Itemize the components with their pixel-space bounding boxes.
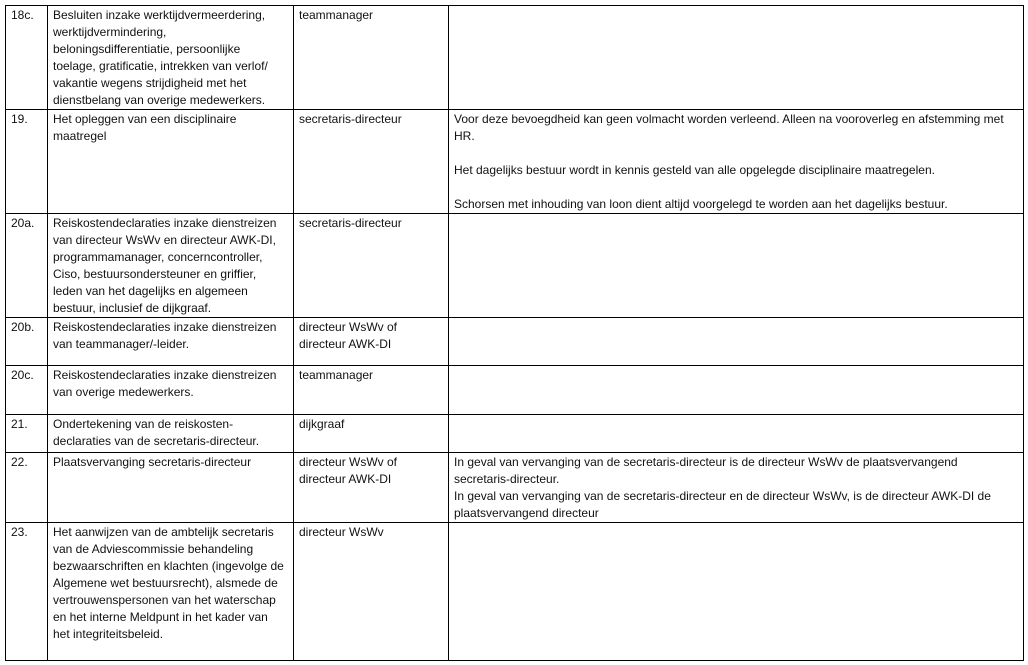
- row-notes: Voor deze bevoegdheid kan geen volmacht worden verleend. Alleen na vooroverleg en afstemming met HR. Het dagelijks bestuur wordt in kennis gesteld van alle opgelegde disciplinaire maatregelen. Schorsen met inhouding van loon dient altijd voorgelegd te worden aan het dagelijks bestuur.: [449, 110, 1024, 214]
- row-number: 21.: [6, 415, 48, 453]
- table-row: [6, 318, 1024, 366]
- row-number: 20a.: [6, 214, 48, 318]
- row-notes: [449, 366, 1024, 415]
- table-row: [6, 415, 1024, 453]
- row-description: Reiskostendeclaraties inzake dienstreizen van directeur WsWv en directeur AWK-DI, programmamanager, concerncontroller, Ciso, bestuursondersteuner en griffier, leden van het dagelijks en algemeen bestuur, inclusief de dijkgraaf.: [48, 214, 294, 318]
- row-description: Het opleggen van een disciplinaire maatregel: [48, 110, 294, 214]
- row-authority: dijkgraaf: [294, 415, 449, 453]
- row-authority: teammanager: [294, 366, 449, 415]
- row-authority: secretaris-directeur: [294, 110, 449, 214]
- row-notes: [449, 6, 1024, 110]
- table-row: [6, 366, 1024, 415]
- row-authority: teammanager: [294, 6, 449, 110]
- table-row: [6, 523, 1024, 661]
- table-row: [6, 110, 1024, 214]
- row-number: 19.: [6, 110, 48, 214]
- row-notes: In geval van vervanging van de secretaris-directeur is de directeur WsWv de plaatsvervangend secretaris-directeur. In geval van vervanging van de secretaris-directeur en de directeur WsWv, is de directeur AWK-DI de plaatsvervangend directeur: [449, 453, 1024, 523]
- row-notes: [449, 214, 1024, 318]
- row-notes: [449, 318, 1024, 366]
- row-description: Besluiten inzake werktijdvermeerdering, werktijdvermindering, beloningsdifferentiatie, persoonlijke toelage, gratificatie, intrekken van verlof/ vakantie wegens strijdigheid met het dienstbelang van overige medewerkers.: [48, 6, 294, 110]
- row-authority: directeur WsWv of directeur AWK-DI: [294, 453, 449, 523]
- table-row: [6, 453, 1024, 523]
- mandate-table: [5, 5, 1024, 661]
- row-notes: [449, 523, 1024, 661]
- row-description: Het aanwijzen van de ambtelijk secretaris van de Adviescommissie behandeling bezwaarschriften en klachten (ingevolge de Algemene wet bestuursrecht), alsmede de vertrouwenspersonen van het waterschap en het interne Meldpunt in het kader van het integriteitsbeleid.: [48, 523, 294, 661]
- row-number: 22.: [6, 453, 48, 523]
- row-number: 20c.: [6, 366, 48, 415]
- row-number: 18c.: [6, 6, 48, 110]
- table-row: [6, 6, 1024, 110]
- row-description: Reiskostendeclaraties inzake dienstreizen van teammanager/-leider.: [48, 318, 294, 366]
- row-authority: directeur WsWv of directeur AWK-DI: [294, 318, 449, 366]
- row-description: Reiskostendeclaraties inzake dienstreizen van overige medewerkers.: [48, 366, 294, 415]
- row-authority: secretaris-directeur: [294, 214, 449, 318]
- row-description: Plaatsvervanging secretaris-directeur: [48, 453, 294, 523]
- row-number: 20b.: [6, 318, 48, 366]
- row-notes: [449, 415, 1024, 453]
- table-row: [6, 214, 1024, 318]
- row-description: Ondertekening van de reiskosten- declaraties van de secretaris-directeur.: [48, 415, 294, 453]
- row-authority: directeur WsWv: [294, 523, 449, 661]
- row-number: 23.: [6, 523, 48, 661]
